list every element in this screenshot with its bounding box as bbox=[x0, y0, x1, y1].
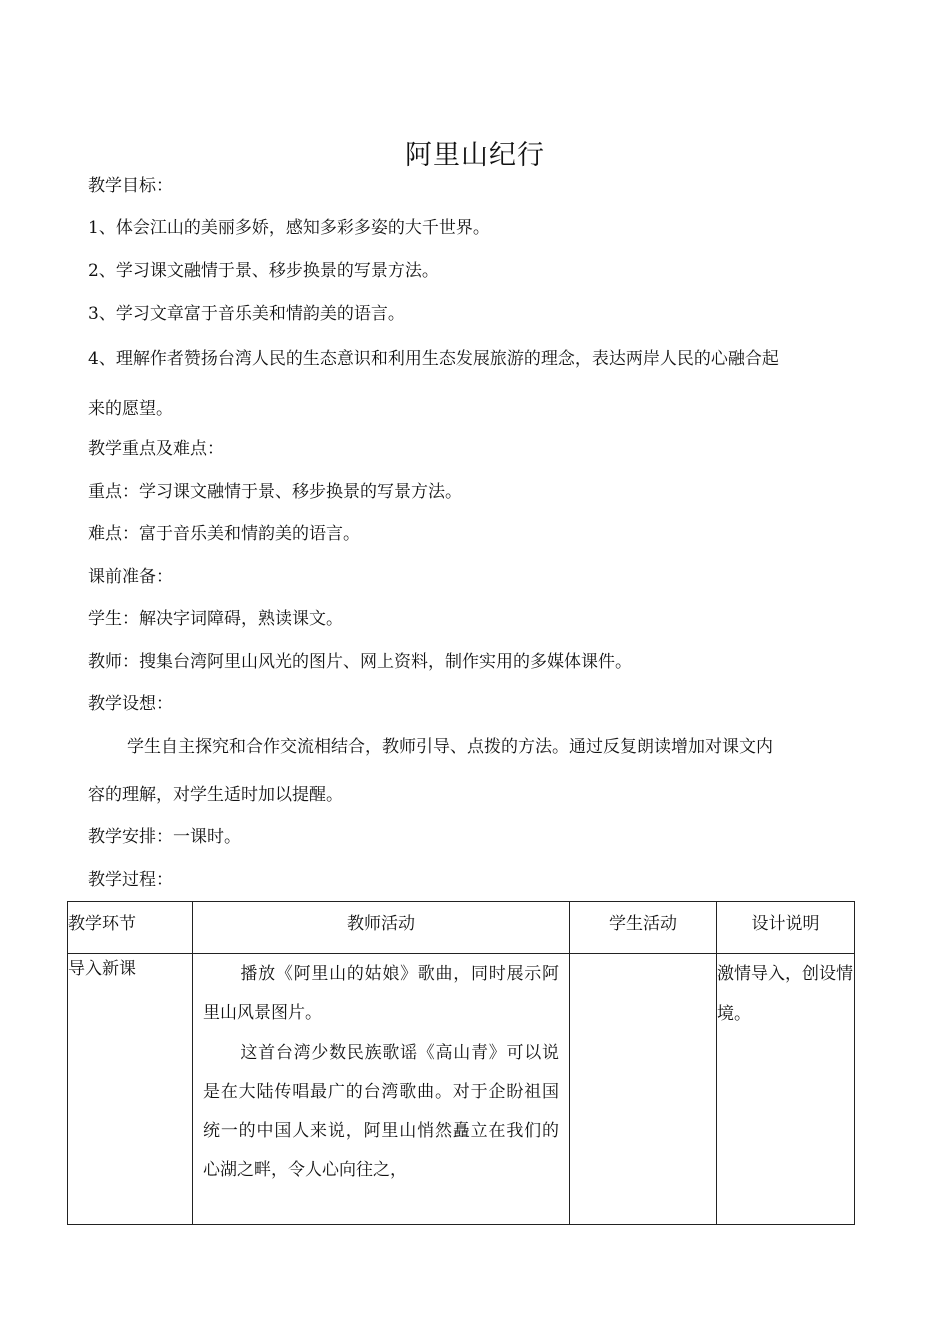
table-header-row bbox=[68, 902, 855, 954]
key-heading: 教学重点及难点： bbox=[88, 439, 224, 459]
idea-heading: 教学设想： bbox=[88, 694, 173, 714]
teacher-paragraph: 播放《阿里山的姑娘》歌曲，同时展示阿里山风景图片。 bbox=[203, 964, 559, 1023]
header-student: 学生活动 bbox=[570, 902, 717, 954]
goal-item: 3、学习文章富于音乐美和情韵美的语言。 bbox=[88, 304, 405, 324]
teacher-paragraph: 这首台湾少数民族歌谣《高山青》可以说是在大陆传唱最广的台湾歌曲。对于企盼祖国统一的中国人来说，阿里山悄然矗立在我们的心湖之畔，令人心向往之， bbox=[203, 1043, 559, 1180]
difficulty-point: 难点：富于音乐美和情韵美的语言。 bbox=[88, 524, 360, 544]
goals-heading: 教学目标： bbox=[88, 176, 173, 196]
prep-heading: 课前准备： bbox=[88, 567, 173, 587]
process-table bbox=[67, 901, 855, 1225]
idea-paragraph-line: 容的理解，对学生适时加以提醒。 bbox=[88, 785, 343, 805]
prep-student: 学生：解决字词障碍，熟读课文。 bbox=[88, 609, 343, 629]
design-cell: 激情导入，创设情境。 bbox=[717, 954, 855, 1225]
goal-item: 4、理解作者赞扬台湾人民的生态意识和利用生态发展旅游的理念，表达两岸人民的心融合起 bbox=[88, 349, 779, 369]
teacher-cell bbox=[193, 954, 570, 1225]
student-cell bbox=[570, 954, 717, 1225]
process-heading: 教学过程： bbox=[88, 870, 173, 890]
goal-item-continued: 来的愿望。 bbox=[88, 399, 173, 419]
stage-cell: 导入新课 bbox=[68, 954, 193, 1225]
idea-paragraph-line: 学生自主探究和合作交流相结合，教师引导、点拨的方法。通过反复朗读增加对课文内 bbox=[127, 737, 773, 757]
prep-teacher: 教师：搜集台湾阿里山风光的图片、网上资料，制作实用的多媒体课件。 bbox=[88, 652, 632, 672]
table-row bbox=[68, 954, 855, 1225]
goal-item: 2、学习课文融情于景、移步换景的写景方法。 bbox=[88, 261, 439, 281]
header-teacher: 教师活动 bbox=[193, 902, 570, 954]
header-stage: 教学环节 bbox=[68, 902, 193, 954]
goal-item: 1、体会江山的美丽多娇，感知多彩多姿的大千世界。 bbox=[88, 218, 490, 238]
key-point: 重点：学习课文融情于景、移步换景的写景方法。 bbox=[88, 482, 462, 502]
arrangement: 教学安排：一课时。 bbox=[88, 827, 241, 847]
header-design: 设计说明 bbox=[717, 902, 855, 954]
document-title: 阿里山纪行 bbox=[405, 140, 545, 171]
